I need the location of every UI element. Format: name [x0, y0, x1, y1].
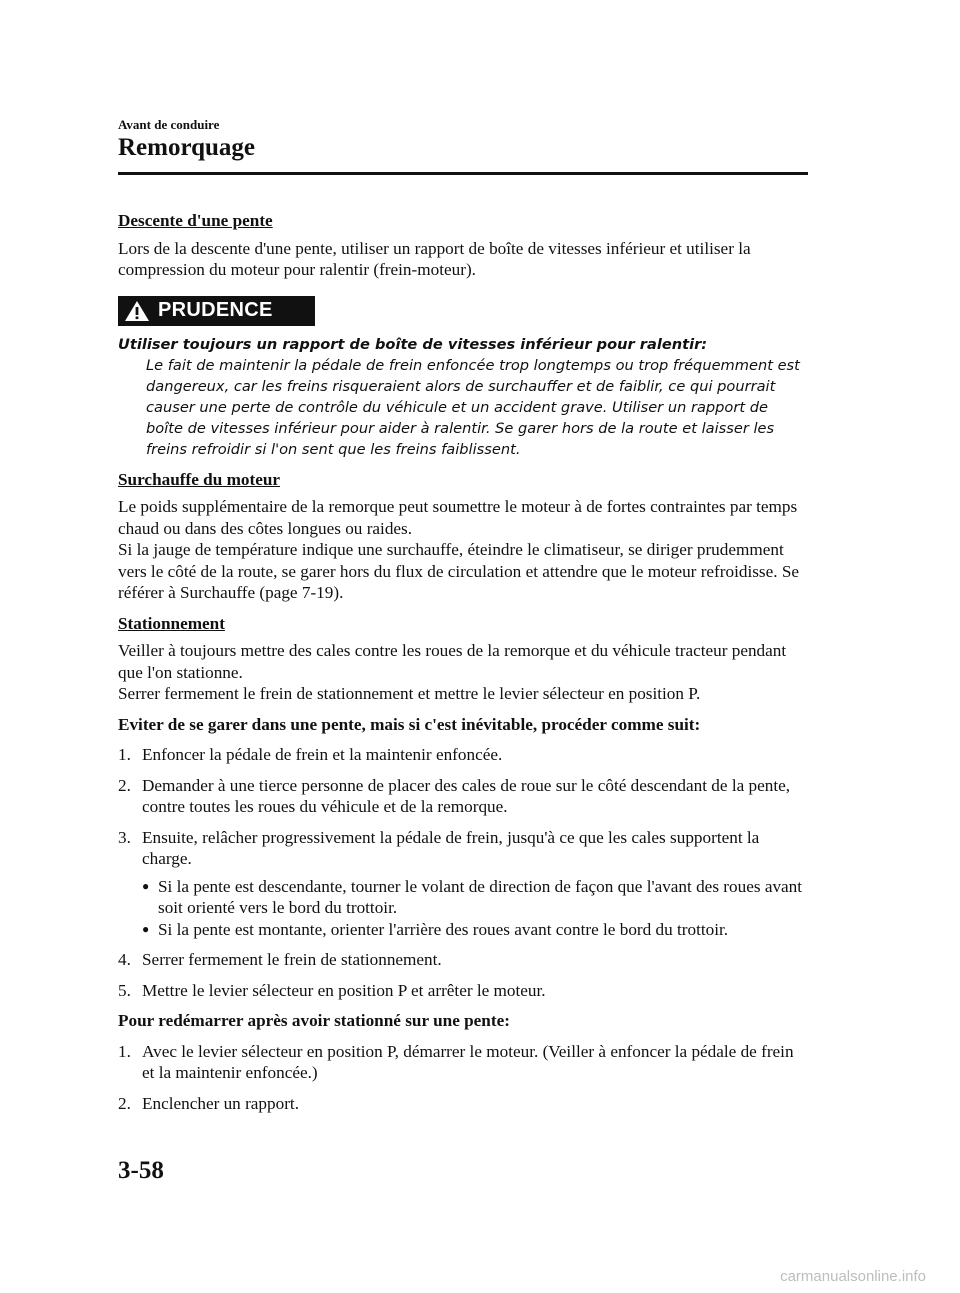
- bullet-item: [142, 919, 808, 941]
- restart-steps-list: [118, 1041, 808, 1115]
- step-number: 1.: [118, 745, 131, 764]
- downhill-paragraph: Lors de la descente d'une pente, utiliser un rapport de boîte de vitesses inférieur et utiliser la compression du moteur pour ralentir (frein-moteur).: [118, 238, 751, 279]
- title-divider: [118, 172, 808, 175]
- overheat-paragraph-2: Si la jauge de température indique une surchauffe, éteindre le climatiseur, se diriger prudemment vers le côté de la route, se garer hors du flux de circulation et attendre que le moteur refroidisse. Se référer à Surchauffe (page 7-19).: [118, 540, 800, 602]
- list-item: [118, 949, 808, 971]
- parking-heading: Stationnement: [118, 613, 225, 633]
- list-item: [118, 775, 808, 818]
- page-content: [118, 210, 808, 1123]
- page-number: 3-58: [118, 1157, 164, 1184]
- bullet-text: Si la pente est descendante, tourner le volant de direction de façon que l'avant des roues avant soit orienté vers le bord du trottoir.: [158, 876, 803, 917]
- list-item: [118, 1041, 808, 1084]
- overheat-paragraph-1: Le poids supplémentaire de la remorque peut soumettre le moteur à de fortes contraintes par temps chaud ou dans des côtes longues ou raides.: [118, 497, 798, 538]
- list-item: [118, 827, 808, 941]
- list-item: [118, 1093, 808, 1115]
- bullet-list: [142, 876, 808, 941]
- bullet-text: Si la pente est montante, orienter l'arrière des roues avant contre le bord du trottoir.: [158, 919, 729, 939]
- step-number: 2.: [118, 775, 131, 795]
- parking-paragraph-1: Veiller à toujours mettre des cales contre les roues de la remorque et du véhicule tracteur pendant que l'on stationne.: [118, 641, 787, 682]
- step-number: 3.: [118, 827, 131, 847]
- section-label: Avant de conduire: [118, 117, 220, 132]
- caution-badge: [118, 296, 315, 326]
- restart-intro: Pour redémarrer après avoir stationné sur une pente:: [118, 1011, 510, 1030]
- step-number: 4.: [118, 950, 131, 969]
- watermark: carmanualsonline.info: [780, 1268, 926, 1285]
- slope-steps-list: [118, 744, 808, 1001]
- caution-label: PRUDENCE: [158, 298, 273, 321]
- step-text: Mettre le levier sélecteur en position P et arrêter le moteur.: [142, 980, 546, 1000]
- chapter-title: Remorquage: [118, 134, 256, 161]
- step-number: 1.: [118, 1041, 131, 1061]
- overheat-heading: Surchauffe du moteur: [118, 469, 281, 489]
- step-number: 5.: [118, 980, 131, 1000]
- step-text: Demander à une tierce personne de placer des cales de roue sur le côté descendant de la pente, contre toutes les roues du véhicule et de la remorque.: [142, 775, 791, 816]
- step-text: Enclencher un rapport.: [142, 1093, 300, 1113]
- warning-triangle-icon: [124, 300, 150, 322]
- caution-text: [118, 334, 808, 460]
- downhill-heading: Descente d'une pente: [118, 211, 273, 230]
- bullet-dot-icon: ●: [142, 921, 150, 936]
- list-item: [118, 744, 808, 766]
- caution-heading: Utiliser toujours un rapport de boîte de vitesses inférieur pour ralentir:: [118, 335, 708, 353]
- step-text: Ensuite, relâcher progressivement la pédale de frein, jusqu'à ce que les cales supportent la charge.: [142, 827, 760, 868]
- caution-body: Le fait de maintenir la pédale de frein enfoncée trop longtemps ou trop fréquemment est dangereux, car les freins risqueraient alors de surchauffer et de faiblir, ce qui pourrait causer une perte de contrôle du véhicule et un accident grave. Utiliser un rapport de boîte de vitesses inférieur pour aider à ralentir. Se garer hors de la route et laisser les freins refroidir si l'on sent que les freins faiblissent.: [146, 356, 800, 458]
- step-body: [142, 827, 808, 941]
- bullet-dot-icon: ●: [142, 878, 150, 893]
- step-text: Enfoncer la pédale de frein et la maintenir enfoncée.: [142, 745, 503, 764]
- parking-paragraph-2: Serrer fermement le frein de stationnement et mettre le levier sélecteur en position P.: [118, 684, 701, 703]
- bullet-item: [142, 876, 808, 919]
- list-item: [118, 980, 808, 1002]
- step-number: 2.: [118, 1093, 131, 1113]
- step-text: Serrer fermement le frein de stationnement.: [142, 950, 442, 969]
- step-text: Avec le levier sélecteur en position P, démarrer le moteur. (Veiller à enfoncer la pédale de frein et la maintenir enfoncée.): [142, 1041, 794, 1082]
- slope-instructions-intro: Eviter de se garer dans une pente, mais si c'est inévitable, procéder comme suit:: [118, 714, 701, 734]
